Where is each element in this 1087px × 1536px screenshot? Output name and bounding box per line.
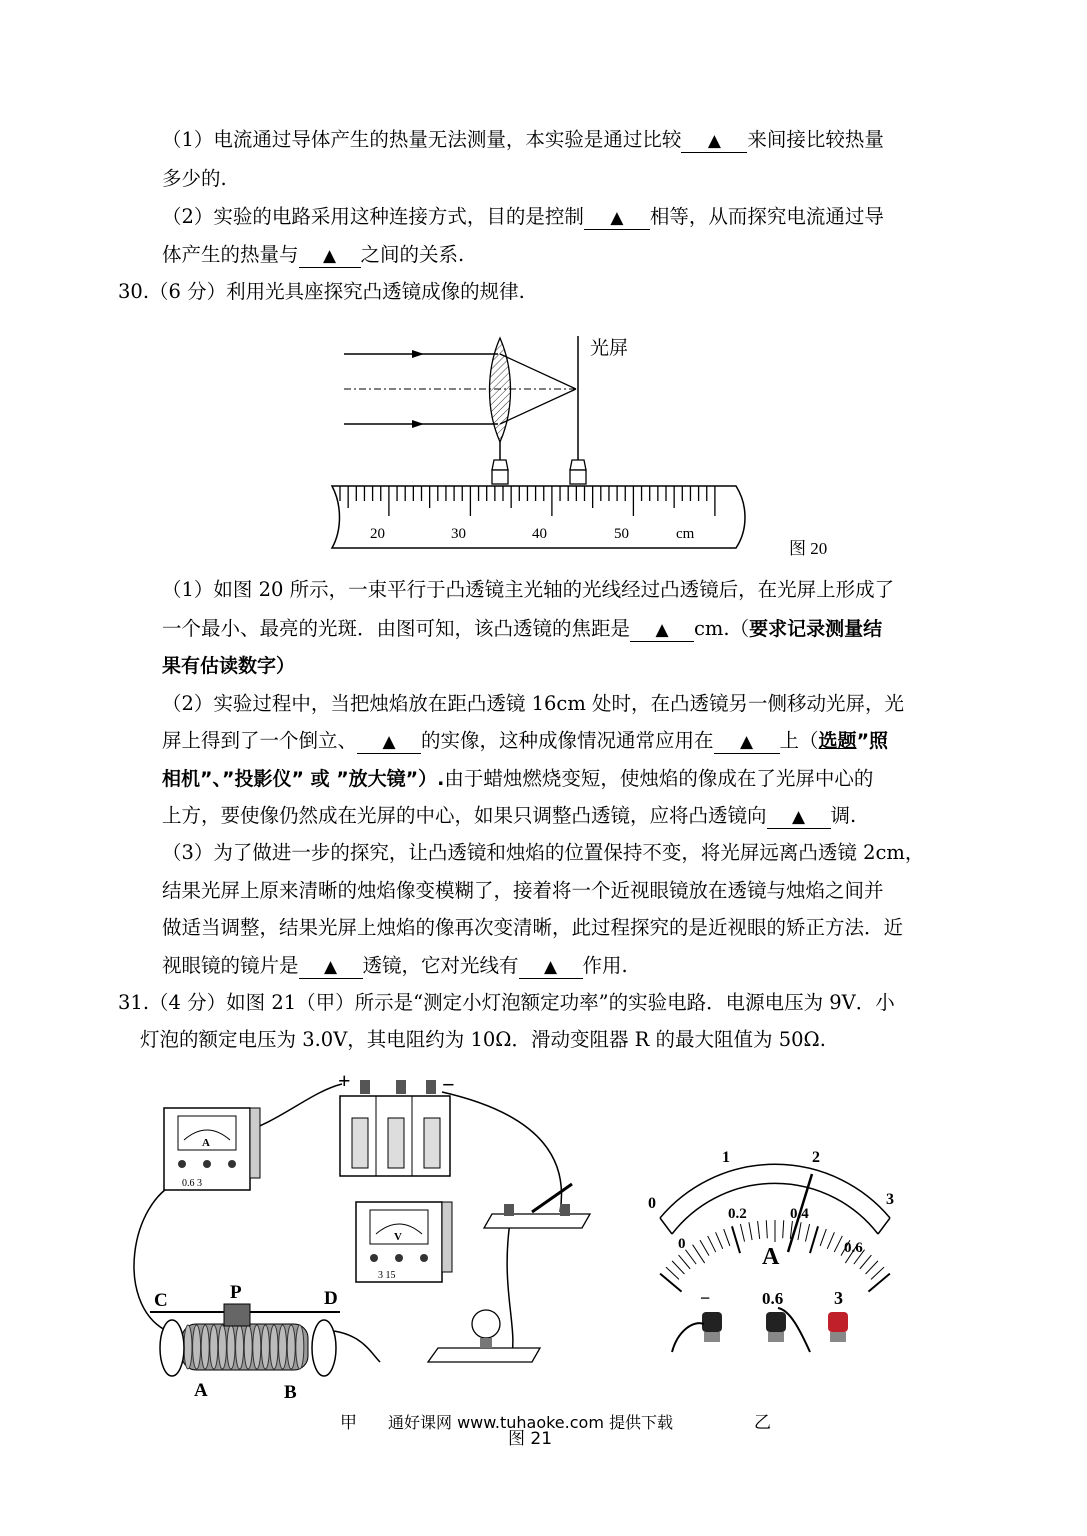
q30-part1-line1: （1）如图 20 所示，一束平行于凸透镜主光轴的光线经过凸透镜后，在光屏上形成了 — [162, 578, 895, 601]
dial-bottom-0.2: 0.2 — [728, 1206, 747, 1222]
answer-blank[interactable]: ▲ — [681, 129, 747, 153]
dial-tick — [716, 1232, 723, 1249]
battery — [338, 1068, 455, 1176]
q31-stem-line2: 灯泡的额定电压为 3.0V，其电阻约为 10Ω．滑动变阻器 R 的最大阻值为 50Ω. — [140, 1028, 826, 1051]
ruler-label-20: 20 — [370, 526, 385, 542]
dial-tick — [783, 1220, 784, 1238]
battery-plus: + — [338, 1068, 351, 1093]
answer-blank[interactable]: ▲ — [299, 955, 363, 979]
figure-20-caption: 图 20 — [789, 539, 828, 558]
q29-part1-line2: 多少的. — [162, 167, 227, 190]
switch — [484, 1184, 590, 1228]
ruler-label-40: 40 — [532, 526, 547, 542]
figure-20-optical-bench — [318, 330, 838, 560]
lamp — [428, 1310, 540, 1362]
q29-part2-line1: （2）实验的电路采用这种连接方式，目的是控制 ▲ 相等，从而探究电流通过导 — [162, 205, 884, 228]
q30-part3-line3: 做适当调整，结果光屏上烛焰的像再次变清晰，此过程探究的是近视眼的矫正方法．近 — [162, 916, 904, 939]
rheostat — [150, 1282, 340, 1402]
coil-turn — [184, 1325, 192, 1369]
voltmeter — [356, 1202, 452, 1282]
figure-21-circuit — [120, 1062, 600, 1402]
dial-tick — [740, 1224, 744, 1242]
q29-part1-line1: （1）电流通过导体产生的热量无法测量，本实验是通过比较 ▲ 来间接比较热量 — [162, 128, 884, 151]
label-B: B — [284, 1382, 297, 1402]
coil-turn — [270, 1325, 278, 1369]
dial-top-2: 2 — [812, 1149, 820, 1166]
dial-top-1: 1 — [722, 1149, 730, 1166]
dial-tick — [866, 1261, 878, 1274]
watermark: 通好课网 www.tuhaoke.com 提供下载 — [388, 1413, 673, 1432]
coil-turn — [261, 1325, 269, 1369]
dial-tick — [693, 1245, 705, 1263]
caption-yi: 乙 — [754, 1413, 771, 1433]
q31-stem-line1: 31.（4 分）如图 21（甲）所示是“测定小灯泡额定功率”的实验电路．电源电压为 9V．小 — [118, 991, 895, 1014]
q30-part2-line1: （2）实验过程中，当把烛焰放在距凸透镜 16cm 处时，在凸透镜另一侧移动光屏，光 — [162, 692, 905, 715]
caption-jia: 甲 — [340, 1413, 357, 1433]
coil-turn — [244, 1325, 252, 1369]
coil-turn — [193, 1325, 201, 1369]
dial-tick — [679, 1255, 691, 1269]
answer-blank[interactable]: ▲ — [714, 730, 780, 754]
label-C: C — [154, 1290, 168, 1311]
q30-part1-line3: 果有估读数字） — [162, 655, 296, 677]
terminal-label-minus: − — [700, 1288, 711, 1308]
coil-turn — [210, 1325, 218, 1369]
dial-bottom-0.4: 0.4 — [790, 1206, 809, 1222]
answer-blank[interactable]: ▲ — [357, 730, 421, 754]
dial-tick — [871, 1267, 884, 1279]
ruler-unit: cm — [676, 526, 695, 542]
q29-part2-line2: 体产生的热量与 ▲ 之间的关系. — [162, 243, 465, 266]
ammeter-scale: 0.6 3 — [182, 1178, 202, 1189]
label-A: A — [194, 1380, 208, 1401]
answer-blank[interactable]: ▲ — [767, 805, 831, 829]
dial-tick — [868, 1274, 889, 1292]
svg-text:V: V — [394, 1231, 402, 1243]
dial-top-3: 3 — [886, 1191, 894, 1208]
coil-turn — [253, 1325, 261, 1369]
dial-tick — [810, 1226, 818, 1253]
q30-stem: 30.（6 分）利用光具座探究凸透镜成像的规律. — [118, 280, 525, 303]
dial-bottom-0.6: 0.6 — [844, 1240, 863, 1256]
dial-tick — [660, 1274, 681, 1292]
dial-tick — [732, 1226, 740, 1253]
dial-tick — [834, 1236, 842, 1252]
dial-tick — [766, 1220, 767, 1238]
dial-tick — [700, 1240, 709, 1256]
dial-tick — [758, 1221, 760, 1239]
terminal-label-3: 3 — [834, 1288, 843, 1308]
coil-turn — [296, 1325, 304, 1369]
ruler-label-30: 30 — [451, 526, 466, 542]
label-D: D — [324, 1288, 338, 1309]
dial-tick — [708, 1236, 716, 1252]
dial-tick — [685, 1250, 696, 1264]
q30-part2-line4: 上方，要使像仍然成在光屏的中心，如果只调整凸透镜，应将凸透镜向 ▲ 调. — [162, 804, 857, 827]
svg-text:A: A — [202, 1137, 210, 1149]
dial-letter: A — [762, 1244, 780, 1270]
answer-blank[interactable]: ▲ — [519, 955, 583, 979]
dial-bottom-0: 0 — [678, 1236, 686, 1252]
dial-tick — [749, 1222, 752, 1240]
coil-turn — [201, 1325, 209, 1369]
terminal-label-0.6: 0.6 — [762, 1289, 784, 1308]
caption-fig21: 图 21 — [508, 1429, 553, 1449]
coil-turn — [287, 1325, 295, 1369]
q30-part2-line2: 屏上得到了一个倒立、 ▲ 的实像，这种成像情况通常应用在 ▲ 上（选题”照 — [162, 729, 889, 752]
battery-minus: − — [442, 1072, 455, 1097]
dial-tick — [820, 1229, 826, 1246]
answer-blank[interactable]: ▲ — [630, 618, 694, 642]
coil-turn — [279, 1325, 287, 1369]
ammeter — [164, 1108, 260, 1190]
screen-label: 光屏 — [590, 338, 629, 359]
figure-21-ammeter-dial — [630, 1140, 920, 1370]
dial-tick — [798, 1222, 801, 1240]
answer-blank[interactable]: ▲ — [299, 244, 361, 268]
ruler-label-50: 50 — [614, 526, 629, 542]
label-P: P — [230, 1282, 242, 1303]
q30-part2-line3: 相机”、”投影仪” 或 ”放大镜”）.由于蜡烛燃烧变短，使烛焰的像成在了光屏中心的 — [162, 767, 874, 790]
coil-turn — [218, 1325, 226, 1369]
coil-turn — [236, 1325, 244, 1369]
voltmeter-scale: 3 15 — [378, 1270, 396, 1281]
coil-turn — [227, 1325, 235, 1369]
q30-part3-line2: 结果光屏上原来清晰的烛焰像变模糊了，接着将一个近视眼镜放在透镜与烛焰之间并 — [162, 879, 884, 902]
dial-top-0: 0 — [648, 1195, 656, 1212]
q30-part3-line4: 视眼镜的镜片是 ▲ 透镜，它对光线有 ▲ 作用. — [162, 954, 628, 977]
q30-part1-line2: 一个最小、最亮的光斑．由图可知，该凸透镜的焦距是 ▲ cm.（要求记录测量结 — [162, 617, 883, 640]
q30-part3-line1: （3）为了做进一步的探究，让凸透镜和烛焰的位置保持不变，将光屏远离凸透镜 2cm， — [162, 841, 925, 864]
dial-tick — [672, 1261, 684, 1274]
dial-tick — [860, 1255, 872, 1269]
answer-blank[interactable]: ▲ — [584, 206, 650, 230]
dial-tick — [805, 1224, 809, 1242]
dial-tick — [724, 1229, 730, 1246]
dial-tick — [827, 1232, 834, 1249]
dial-tick — [666, 1267, 679, 1279]
